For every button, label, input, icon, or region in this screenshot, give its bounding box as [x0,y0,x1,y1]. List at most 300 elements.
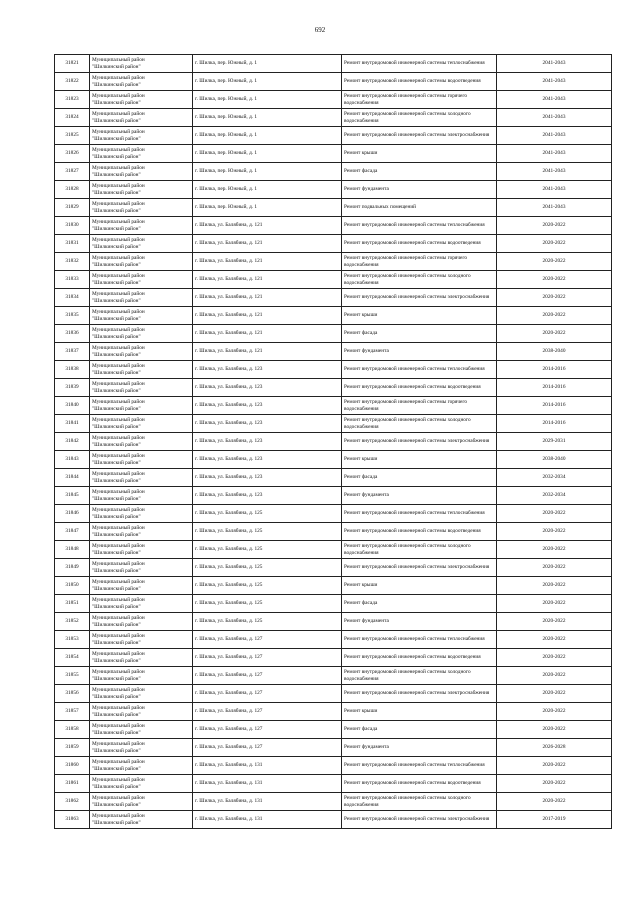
row-number-cell: 31857 [55,703,90,721]
row-number-cell: 31841 [55,415,90,433]
work-type-cell [342,361,497,379]
address-cell: г. Шилка, ул. Балябина, д. 123 [193,361,342,379]
table-row [55,739,612,757]
municipality-line-2: "Шилкинский район" [92,441,141,448]
municipality-line-1: Муниципальный район [92,669,145,675]
municipality-cell [90,235,193,253]
municipality-line-2: "Шилкинский район" [92,315,141,322]
municipality-line-2: "Шилкинский район" [92,819,141,826]
period-cell: 2041-2043 [497,145,612,163]
address-cell: г. Шилка, ул. Балябина, д. 121 [193,235,342,253]
work-type-cell [342,667,497,685]
work-type-text: Ремонт внутридомовой инженерной системы электроснабжения [344,690,490,697]
municipality-cell [90,217,193,235]
table-row [55,757,612,775]
work-type-text: Ремонт внутридомовой инженерной системы теплоснабжения [344,366,485,373]
work-type-cell [342,703,497,721]
row-number-cell: 31858 [55,721,90,739]
municipality-cell [90,109,193,127]
work-type-text: Ремонт фасада [344,600,378,607]
period-cell: 2020-2022 [497,271,612,289]
work-type-cell [342,613,497,631]
address-cell: г. Шилка, ул. Балябина, д. 125 [193,613,342,631]
municipality-line-2: "Шилкинский район" [92,351,141,358]
address-cell: г. Шилка, ул. Балябина, д. 123 [193,451,342,469]
table-row [55,577,612,595]
period-cell: 2014-2016 [497,397,612,415]
municipality-line-2: "Шилкинский район" [92,261,141,268]
period-cell: 2020-2022 [497,541,612,559]
address-cell: г. Шилка, пер. Южный, д. 1 [193,163,342,181]
municipality-line-1: Муниципальный район [92,525,145,531]
row-number-cell: 31834 [55,289,90,307]
table-row [55,775,612,793]
municipality-line-1: Муниципальный район [92,687,145,693]
work-type-text: Ремонт фундамента [344,618,389,625]
row-number-cell: 31827 [55,163,90,181]
municipality-line-2: "Шилкинский район" [92,207,141,214]
address-cell: г. Шилка, ул. Балябина, д. 123 [193,433,342,451]
municipality-line-1: Муниципальный район [92,399,145,405]
municipality-line-2: "Шилкинский район" [92,405,141,412]
work-type-text: Ремонт внутридомовой инженерной системы горячего водоснабжения [344,399,468,412]
work-type-cell [342,55,497,73]
work-type-text: Ремонт крыши [344,150,378,157]
municipality-line-1: Муниципальный район [92,417,145,423]
table-row [55,127,612,145]
address-cell: г. Шилка, пер. Южный, д. 1 [193,181,342,199]
table-row [55,73,612,91]
work-type-text: Ремонт внутридомовой инженерной системы теплоснабжения [344,60,485,67]
municipality-line-2: "Шилкинский район" [92,603,141,610]
table-row [55,325,612,343]
period-cell: 2020-2022 [497,685,612,703]
work-type-text: Ремонт фундамента [344,744,389,751]
municipality-line-2: "Шилкинский район" [92,153,141,160]
work-type-text: Ремонт внутридомовой инженерной системы холодного водоснабжения [344,273,471,286]
page-number: 692 [314,26,326,34]
period-cell: 2032-2034 [497,487,612,505]
row-number-cell: 31836 [55,325,90,343]
municipality-line-1: Муниципальный район [92,363,145,369]
row-number-cell: 31821 [55,55,90,73]
address-cell: г. Шилка, пер. Южный, д. 1 [193,91,342,109]
table-row [55,703,612,721]
table-row [55,451,612,469]
work-type-text: Ремонт внутридомовой инженерной системы холодного водоснабжения [344,543,471,556]
municipality-line-2: "Шилкинский район" [92,459,141,466]
period-cell: 2014-2016 [497,361,612,379]
period-cell: 2041-2043 [497,91,612,109]
municipality-line-2: "Шилкинский район" [92,225,141,232]
municipality-line-1: Муниципальный район [92,633,145,639]
municipality-cell [90,73,193,91]
municipality-line-1: Муниципальный район [92,165,145,171]
work-type-text: Ремонт внутридомовой инженерной системы электроснабжения [344,564,490,571]
period-cell: 2038-2040 [497,343,612,361]
municipality-cell [90,559,193,577]
work-type-text: Ремонт фасада [344,168,378,175]
row-number-cell: 31842 [55,433,90,451]
row-number-cell: 31850 [55,577,90,595]
row-number-cell: 31830 [55,217,90,235]
municipality-line-1: Муниципальный район [92,291,145,297]
row-number-cell: 31835 [55,307,90,325]
work-type-text: Ремонт фундамента [344,492,389,499]
work-type-cell [342,631,497,649]
municipality-cell [90,325,193,343]
municipality-line-2: "Шилкинский район" [92,693,141,700]
period-cell: 2020-2022 [497,253,612,271]
municipality-cell [90,343,193,361]
address-cell: г. Шилка, ул. Балябина, д. 125 [193,577,342,595]
municipality-cell [90,307,193,325]
municipality-cell [90,649,193,667]
row-number-cell: 31863 [55,811,90,829]
row-number-cell: 31829 [55,199,90,217]
work-type-text: Ремонт крыши [344,582,378,589]
row-number-cell: 31845 [55,487,90,505]
work-type-cell [342,775,497,793]
municipality-cell [90,253,193,271]
work-type-text: Ремонт фундамента [344,186,389,193]
table-row [55,289,612,307]
municipality-line-2: "Шилкинский район" [92,621,141,628]
work-type-cell [342,451,497,469]
table-row [55,253,612,271]
work-type-cell [342,541,497,559]
work-type-text: Ремонт внутридомовой инженерной системы теплоснабжения [344,636,485,643]
row-number-cell: 31856 [55,685,90,703]
municipality-line-1: Муниципальный район [92,579,145,585]
table-row [55,181,612,199]
municipality-cell [90,487,193,505]
table-row [55,379,612,397]
municipality-cell [90,613,193,631]
period-cell: 2020-2022 [497,217,612,235]
address-cell: г. Шилка, ул. Балябина, д. 131 [193,775,342,793]
address-cell: г. Шилка, ул. Балябина, д. 127 [193,649,342,667]
table-row [55,541,612,559]
work-type-cell [342,379,497,397]
municipality-line-2: "Шилкинский район" [92,585,141,592]
row-number-cell: 31853 [55,631,90,649]
municipality-line-1: Муниципальный район [92,741,145,747]
table-row [55,595,612,613]
table-row [55,199,612,217]
row-number-cell: 31823 [55,91,90,109]
period-cell: 2041-2043 [497,109,612,127]
row-number-cell: 31849 [55,559,90,577]
address-cell: г. Шилка, ул. Балябина, д. 121 [193,343,342,361]
municipality-line-1: Муниципальный район [92,111,145,117]
work-type-cell [342,235,497,253]
period-cell: 2020-2022 [497,631,612,649]
municipality-line-1: Муниципальный район [92,435,145,441]
municipality-line-2: "Шилкинский район" [92,567,141,574]
table-row [55,505,612,523]
row-number-cell: 31861 [55,775,90,793]
work-type-text: Ремонт внутридомовой инженерной системы холодного водоснабжения [344,417,471,430]
row-number-cell: 31822 [55,73,90,91]
table-row [55,487,612,505]
table-body [55,55,612,829]
work-type-cell [342,415,497,433]
work-type-cell [342,91,497,109]
work-type-text: Ремонт внутридомовой инженерной системы холодного водоснабжения [344,669,471,682]
row-number-cell: 31859 [55,739,90,757]
address-cell: г. Шилка, ул. Балябина, д. 121 [193,271,342,289]
municipality-line-1: Муниципальный район [92,723,145,729]
municipality-cell [90,55,193,73]
work-type-cell [342,253,497,271]
municipality-line-1: Муниципальный район [92,327,145,333]
municipality-line-2: "Шилкинский район" [92,729,141,736]
address-cell: г. Шилка, ул. Балябина, д. 125 [193,505,342,523]
municipality-line-2: "Шилкинский район" [92,423,141,430]
period-cell: 2041-2043 [497,55,612,73]
work-type-text: Ремонт внутридомовой инженерной системы горячего водоснабжения [344,93,468,106]
address-cell: г. Шилка, ул. Балябина, д. 123 [193,469,342,487]
municipality-cell [90,757,193,775]
row-number-cell: 31837 [55,343,90,361]
row-number-cell: 31825 [55,127,90,145]
table-row [55,721,612,739]
period-cell: 2041-2043 [497,181,612,199]
address-cell: г. Шилка, ул. Балябина, д. 121 [193,253,342,271]
work-type-text: Ремонт фундамента [344,348,389,355]
period-cell: 2029-2031 [497,433,612,451]
municipality-line-2: "Шилкинский район" [92,369,141,376]
address-cell: г. Шилка, ул. Балябина, д. 121 [193,307,342,325]
municipality-line-2: "Шилкинский район" [92,279,141,286]
address-cell: г. Шилка, ул. Балябина, д. 123 [193,379,342,397]
municipality-line-2: "Шилкинский район" [92,81,141,88]
row-number-cell: 31831 [55,235,90,253]
municipality-line-1: Муниципальный район [92,471,145,477]
row-number-cell: 31862 [55,793,90,811]
municipality-line-2: "Шилкинский район" [92,495,141,502]
table-row [55,793,612,811]
work-type-cell [342,271,497,289]
municipality-line-1: Муниципальный район [92,381,145,387]
work-type-text: Ремонт внутридомовой инженерной системы электроснабжения [344,438,490,445]
municipality-line-1: Муниципальный район [92,489,145,495]
municipality-line-1: Муниципальный район [92,93,145,99]
table-row [55,235,612,253]
row-number-cell: 31828 [55,181,90,199]
work-type-cell [342,109,497,127]
municipality-line-1: Муниципальный район [92,777,145,783]
work-type-cell [342,289,497,307]
address-cell: г. Шилка, ул. Балябина, д. 121 [193,325,342,343]
row-number-cell: 31846 [55,505,90,523]
period-cell: 2020-2022 [497,523,612,541]
municipality-line-1: Муниципальный район [92,543,145,549]
municipality-line-2: "Шилкинский район" [92,189,141,196]
work-type-cell [342,127,497,145]
row-number-cell: 31826 [55,145,90,163]
address-cell: г. Шилка, ул. Балябина, д. 125 [193,559,342,577]
work-type-text: Ремонт внутридомовой инженерной системы водоотведения [344,780,481,787]
municipality-line-2: "Шилкинский район" [92,63,141,70]
municipality-line-1: Муниципальный район [92,705,145,711]
row-number-cell: 31844 [55,469,90,487]
address-cell: г. Шилка, ул. Балябина, д. 127 [193,703,342,721]
table-row [55,559,612,577]
work-type-text: Ремонт фасада [344,330,378,337]
municipality-cell [90,721,193,739]
period-cell: 2020-2022 [497,649,612,667]
municipality-line-1: Муниципальный район [92,129,145,135]
work-type-cell [342,469,497,487]
municipality-cell [90,667,193,685]
municipality-line-2: "Шилкинский район" [92,657,141,664]
municipality-line-2: "Шилкинский район" [92,711,141,718]
address-cell: г. Шилка, пер. Южный, д. 1 [193,109,342,127]
municipality-cell [90,577,193,595]
period-cell: 2041-2043 [497,127,612,145]
work-type-cell [342,199,497,217]
work-type-cell [342,649,497,667]
work-type-text: Ремонт внутридомовой инженерной системы холодного водоснабжения [344,795,471,808]
municipality-line-1: Муниципальный район [92,309,145,315]
municipality-line-2: "Шилкинский район" [92,513,141,520]
municipality-cell [90,289,193,307]
period-cell: 2020-2022 [497,721,612,739]
period-cell: 2038-2040 [497,451,612,469]
work-type-text: Ремонт подвальных помещений [344,204,416,211]
municipality-line-2: "Шилкинский район" [92,387,141,394]
municipality-line-1: Муниципальный район [92,219,145,225]
row-number-cell: 31840 [55,397,90,415]
municipality-line-2: "Шилкинский район" [92,297,141,304]
table-row [55,145,612,163]
address-cell: г. Шилка, ул. Балябина, д. 131 [193,811,342,829]
period-cell: 2020-2022 [497,703,612,721]
row-number-cell: 31843 [55,451,90,469]
work-type-cell [342,811,497,829]
municipality-line-1: Муниципальный район [92,453,145,459]
municipality-cell [90,361,193,379]
work-type-cell [342,505,497,523]
work-type-text: Ремонт внутридомовой инженерной системы водоотведения [344,240,481,247]
address-cell: г. Шилка, ул. Балябина, д. 123 [193,415,342,433]
municipality-cell [90,379,193,397]
municipality-line-1: Муниципальный район [92,561,145,567]
work-type-cell [342,595,497,613]
work-type-cell [342,487,497,505]
work-type-cell [342,397,497,415]
period-cell: 2017-2019 [497,811,612,829]
municipality-cell [90,397,193,415]
period-cell: 2014-2016 [497,415,612,433]
table-row [55,307,612,325]
municipality-line-2: "Шилкинский район" [92,171,141,178]
period-cell: 2020-2022 [497,577,612,595]
row-number-cell: 31838 [55,361,90,379]
work-type-text: Ремонт внутридомовой инженерной системы теплоснабжения [344,510,485,517]
table-row [55,631,612,649]
municipality-line-2: "Шилкинский район" [92,477,141,484]
table-row [55,343,612,361]
work-type-cell [342,145,497,163]
work-type-text: Ремонт внутридомовой инженерной системы электроснабжения [344,132,490,139]
municipality-cell [90,631,193,649]
address-cell: г. Шилка, пер. Южный, д. 1 [193,127,342,145]
table-row [55,163,612,181]
municipality-line-1: Муниципальный район [92,237,145,243]
work-type-cell [342,73,497,91]
period-cell: 2020-2022 [497,235,612,253]
municipality-line-2: "Шилкинский район" [92,99,141,106]
municipality-cell [90,811,193,829]
row-number-cell: 31839 [55,379,90,397]
municipality-line-1: Муниципальный район [92,615,145,621]
work-type-text: Ремонт фасада [344,474,378,481]
municipality-line-1: Муниципальный район [92,57,145,63]
address-cell: г. Шилка, ул. Балябина, д. 121 [193,217,342,235]
municipality-cell [90,523,193,541]
municipality-line-2: "Шилкинский район" [92,117,141,124]
address-cell: г. Шилка, ул. Балябина, д. 127 [193,739,342,757]
work-type-cell [342,307,497,325]
work-type-cell [342,685,497,703]
municipality-cell [90,703,193,721]
table-row [55,397,612,415]
period-cell: 2041-2043 [497,73,612,91]
address-cell: г. Шилка, ул. Балябина, д. 125 [193,595,342,613]
table-row [55,811,612,829]
municipality-line-2: "Шилкинский район" [92,747,141,754]
capital-repair-table [54,54,612,829]
period-cell: 2020-2022 [497,667,612,685]
period-cell: 2020-2022 [497,325,612,343]
municipality-line-2: "Шилкинский район" [92,801,141,808]
period-cell: 2041-2043 [497,163,612,181]
municipality-cell [90,91,193,109]
work-type-cell [342,793,497,811]
municipality-line-2: "Шилкинский район" [92,243,141,250]
period-cell: 2020-2022 [497,505,612,523]
municipality-line-1: Муниципальный район [92,345,145,351]
municipality-cell [90,451,193,469]
address-cell: г. Шилка, ул. Балябина, д. 127 [193,631,342,649]
address-cell: г. Шилка, пер. Южный, д. 1 [193,73,342,91]
municipality-line-1: Муниципальный район [92,75,145,81]
address-cell: г. Шилка, ул. Балябина, д. 127 [193,667,342,685]
municipality-line-2: "Шилкинский район" [92,531,141,538]
address-cell: г. Шилка, пер. Южный, д. 1 [193,145,342,163]
table-row [55,91,612,109]
table-row [55,685,612,703]
work-type-cell [342,559,497,577]
address-cell: г. Шилка, ул. Балябина, д. 123 [193,397,342,415]
municipality-cell [90,145,193,163]
table-row [55,667,612,685]
work-type-cell [342,757,497,775]
municipality-line-2: "Шилкинский район" [92,333,141,340]
municipality-cell [90,127,193,145]
municipality-cell [90,775,193,793]
work-type-cell [342,433,497,451]
municipality-cell [90,505,193,523]
period-cell: 2020-2022 [497,307,612,325]
row-number-cell: 31860 [55,757,90,775]
work-type-cell [342,343,497,361]
period-cell: 2026-2028 [497,739,612,757]
row-number-cell: 31852 [55,613,90,631]
